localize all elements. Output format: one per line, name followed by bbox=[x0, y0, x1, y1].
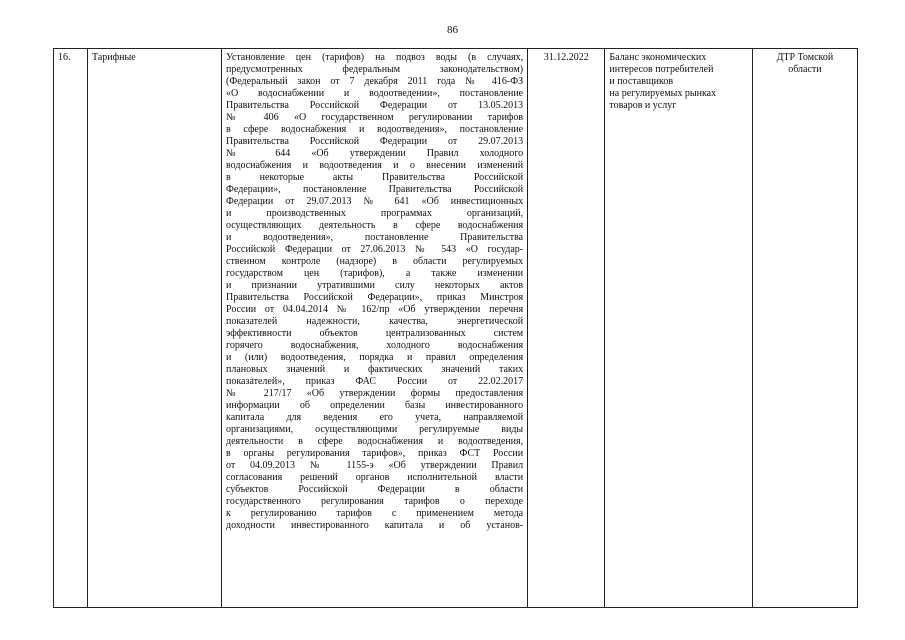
description-line: показателей», приказ ФАС России от 22.02.2017 bbox=[226, 376, 524, 387]
regulation-table bbox=[53, 48, 858, 608]
description-line: плановых значений и фактических значений таких bbox=[226, 364, 524, 375]
description-line: и производственных программах организаций, bbox=[226, 208, 524, 219]
description-line: в органы регулирования тарифов», приказ ФСТ России bbox=[226, 448, 524, 459]
description-line: от 04.09.2013 № 1155-э «Об утверждении Правил bbox=[226, 460, 524, 471]
description-line: организациями, осуществляющими регулируемые виды bbox=[226, 424, 524, 435]
description-line: России от 04.04.2014 № 162/пр «Об утверждении перечня bbox=[226, 304, 524, 315]
description-line: Правительства Российской Федерации от 13.05.2013 bbox=[226, 100, 524, 111]
description-line: Российской Федерации от 27.06.2013 № 543 «О государ- bbox=[226, 244, 524, 255]
goal-line: товаров и услуг bbox=[609, 100, 677, 111]
description-line: Правительства Российской Федерации», приказ Минстроя bbox=[226, 292, 524, 303]
description-line: № 217/17 «Об утверждении формы предоставления bbox=[226, 388, 524, 399]
description-line: Федерации от 29.07.2013 № 641 «Об инвестиционных bbox=[226, 196, 524, 207]
row-responsible-cell bbox=[752, 49, 857, 608]
responsible-lines bbox=[757, 52, 853, 76]
description-line: водоснабжения и водоотведения и о внесении изменений bbox=[226, 160, 524, 171]
description-line: в некоторые акты Правительства Российской bbox=[226, 172, 524, 183]
description-line: эффективности объектов централизованных систем bbox=[226, 328, 524, 339]
description-lines bbox=[226, 52, 523, 532]
table-row bbox=[54, 49, 858, 608]
description-line: капитала для ведения его учета, направляемой bbox=[226, 412, 524, 423]
description-line: № 406 «О государственном регулировании тарифов bbox=[226, 112, 524, 123]
description-line: (Федеральный закон от 7 декабря 2011 года № 416-ФЗ bbox=[226, 76, 524, 87]
description-line: осуществляющих деятельность в сфере водоснабжения bbox=[226, 220, 524, 231]
row-number-cell: 16. bbox=[54, 49, 88, 608]
goal-line: на регулируемых рынках bbox=[609, 88, 717, 99]
description-line: и признании утратившими силу некоторых актов bbox=[226, 280, 524, 291]
description-line: «О водоснабжении и водоотведении», постановление bbox=[226, 88, 524, 99]
description-line: и (или) водоотведения, порядка и правил определения bbox=[226, 352, 524, 363]
row-name-cell: Тарифные bbox=[88, 49, 222, 608]
description-line: ственном контроле (надзоре) в области регулируемых bbox=[226, 256, 524, 267]
description-line: показателей надежности, качества, энергетической bbox=[226, 316, 524, 327]
description-line: в сфере водоснабжения и водоотведения», постановление bbox=[226, 124, 524, 135]
description-line: субъектов Российской Федерации в области bbox=[226, 484, 524, 495]
responsible-line: области bbox=[788, 64, 822, 75]
goal-line: интересов потребителей bbox=[609, 64, 714, 75]
description-line: деятельности в сфере водоснабжения и водоотведения, bbox=[226, 436, 524, 447]
description-line: № 644 «Об утверждении Правил холодного bbox=[226, 148, 524, 159]
description-line: государством цен (тарифов), а также изменении bbox=[226, 268, 524, 279]
description-line: горячего водоснабжения, холодного водоснабжения bbox=[226, 340, 524, 351]
description-line: и водоотведения», постановление Правительства bbox=[226, 232, 524, 243]
description-line: информации об определении базы инвестированного bbox=[226, 400, 524, 411]
description-line: доходности инвестированного капитала и об установ- bbox=[226, 520, 524, 531]
row-description-cell bbox=[222, 49, 528, 608]
row-date-cell: 31.12.2022 bbox=[528, 49, 605, 608]
goal-line: и поставщиков bbox=[609, 76, 674, 87]
goal-line: Баланс экономических bbox=[609, 52, 707, 63]
description-line: согласования решений органов исполнительной власти bbox=[226, 472, 524, 483]
description-line: Правительства Российской Федерации от 29.07.2013 bbox=[226, 136, 524, 147]
description-line: Федерации», постановление Правительства Российской bbox=[226, 184, 524, 195]
responsible-line: ДТР Томской bbox=[776, 52, 834, 63]
description-line: государственного регулирования тарифов о переходе bbox=[226, 496, 524, 507]
description-line: предусмотренных федеральным законодательством) bbox=[226, 64, 524, 75]
page-number: 86 bbox=[447, 24, 458, 36]
row-goal-cell bbox=[605, 49, 752, 608]
goal-lines bbox=[609, 52, 747, 112]
description-line: к регулированию тарифов с применением метода bbox=[226, 508, 524, 519]
description-line: Установление цен (тарифов) на подвоз воды (в случаях, bbox=[226, 52, 524, 63]
